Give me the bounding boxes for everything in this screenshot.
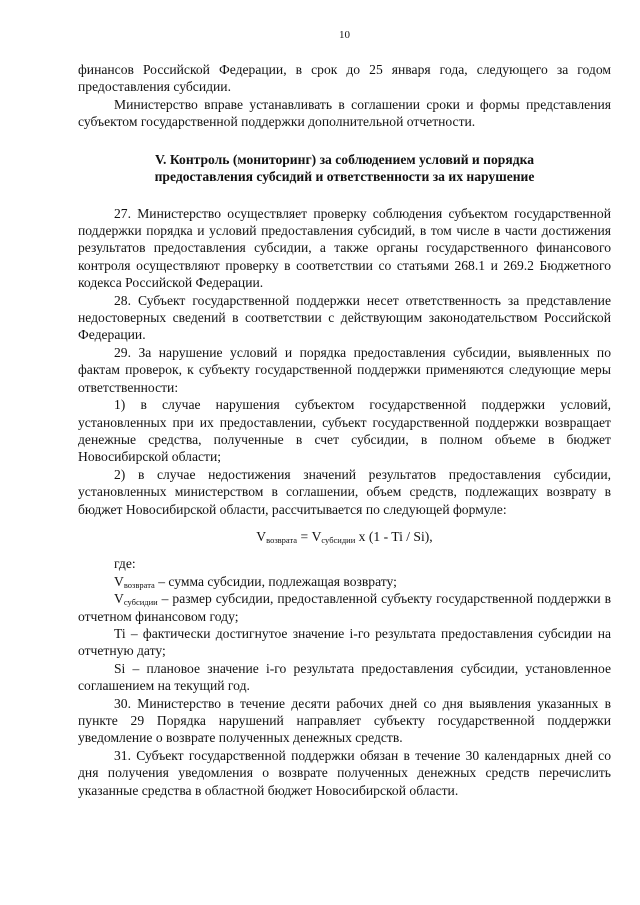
definition-si: Si – плановое значение i-го результата предоставления субсидии, установленное соглашением на текущий год.: [78, 660, 611, 694]
def-v-return-text: – сумма субсидии, подлежащая возврату;: [154, 573, 397, 589]
item-30: 30. Министерство в течение десяти рабочих дней со дня выявления указанных в пункте 29 Порядка нарушений направляет субъекту государственной поддержки уведомление о возврате полученных денежных средств.: [78, 695, 611, 746]
item-31: 31. Субъект государственной поддержки обязан в течение 30 календарных дней со дня получения уведомления о возврате полученных денежных средств перечислить указанные средства в областной бюджет Новосибирской области.: [78, 747, 611, 798]
formula-sub-subsidy: субсидии: [321, 534, 356, 545]
return-formula: [78, 528, 611, 545]
definition-ti: Ti – фактически достигнутое значение i-го результата предоставления субсидии на отчетную дату;: [78, 625, 611, 659]
item-27: 27. Министерство осуществляет проверку соблюдения субъектом государственной поддержки порядка и условий предоставления субсидий, в том числе в части достижения результатов предоставления субсидии, а также органы государственного финансового контроля осуществляют проверку в соответствии со статьями 268.1 и 269.2 Бюджетного кодекса Российской Федерации.: [78, 205, 611, 291]
paragraph-continuation: финансов Российской Федерации, в срок до 25 января года, следующего за годом предоставления субсидии.: [78, 62, 611, 95]
def-v-subsidy: V: [114, 591, 124, 607]
item-29: 29. За нарушение условий и порядка предоставления субсидии, выявленных по фактам проверок, к субъекту государственной поддержки применяются следующие меры ответственности:: [78, 344, 611, 395]
section-title-line-1: V. Контроль (мониторинг) за соблюдением условий и порядка: [154, 151, 535, 167]
def-v-return: V: [114, 573, 124, 589]
document-page: [78, 28, 611, 799]
formula-v-subsidy: V: [311, 528, 322, 544]
formula-rest: x (1 - Ti / Si),: [355, 528, 433, 544]
item-29-1: 1) в случае нарушения субъектом государственной поддержки условий, установленных при их предоставлении, субъект государственной поддержки возвращает денежные средства, полученные в счет субсидии, в полном объеме в бюджет Новосибирской области;: [78, 397, 611, 465]
formula-equals: =: [297, 528, 312, 544]
def-sub-return: возврата: [123, 579, 155, 590]
def-v-subsidy-text: – размер субсидии, предоставленной субъекту государственной поддержки в отчетном финансовом году;: [78, 591, 611, 624]
definition-v-return: [78, 573, 611, 590]
formula-v-return: V: [256, 528, 267, 544]
formula-sub-return: возврата: [266, 534, 298, 545]
definitions-where: где:: [114, 556, 136, 572]
item-28: 28. Субъект государственной поддержки несет ответственность за представление недостоверных сведений в соответствии с действующим законодательством Российской Федерации.: [78, 292, 611, 343]
paragraph-reporting: Министерство вправе устанавливать в соглашении сроки и формы представления субъектом государственной поддержки дополнительной отчетности.: [78, 96, 611, 130]
page-number: 10: [339, 29, 350, 41]
def-sub-subsidy: субсидии: [123, 597, 158, 608]
item-29-2: 2) в случае недостижения значений результатов предоставления субсидии, установленных министерством в соглашении, объем средств, подлежащих возврату в бюджет Новосибирской области, рассчитывается по следующей формуле:: [78, 466, 611, 517]
section-title-line-2: предоставления субсидий и ответственности за их нарушение: [154, 169, 535, 185]
definition-v-subsidy: [78, 590, 611, 625]
section-title: [78, 151, 611, 186]
